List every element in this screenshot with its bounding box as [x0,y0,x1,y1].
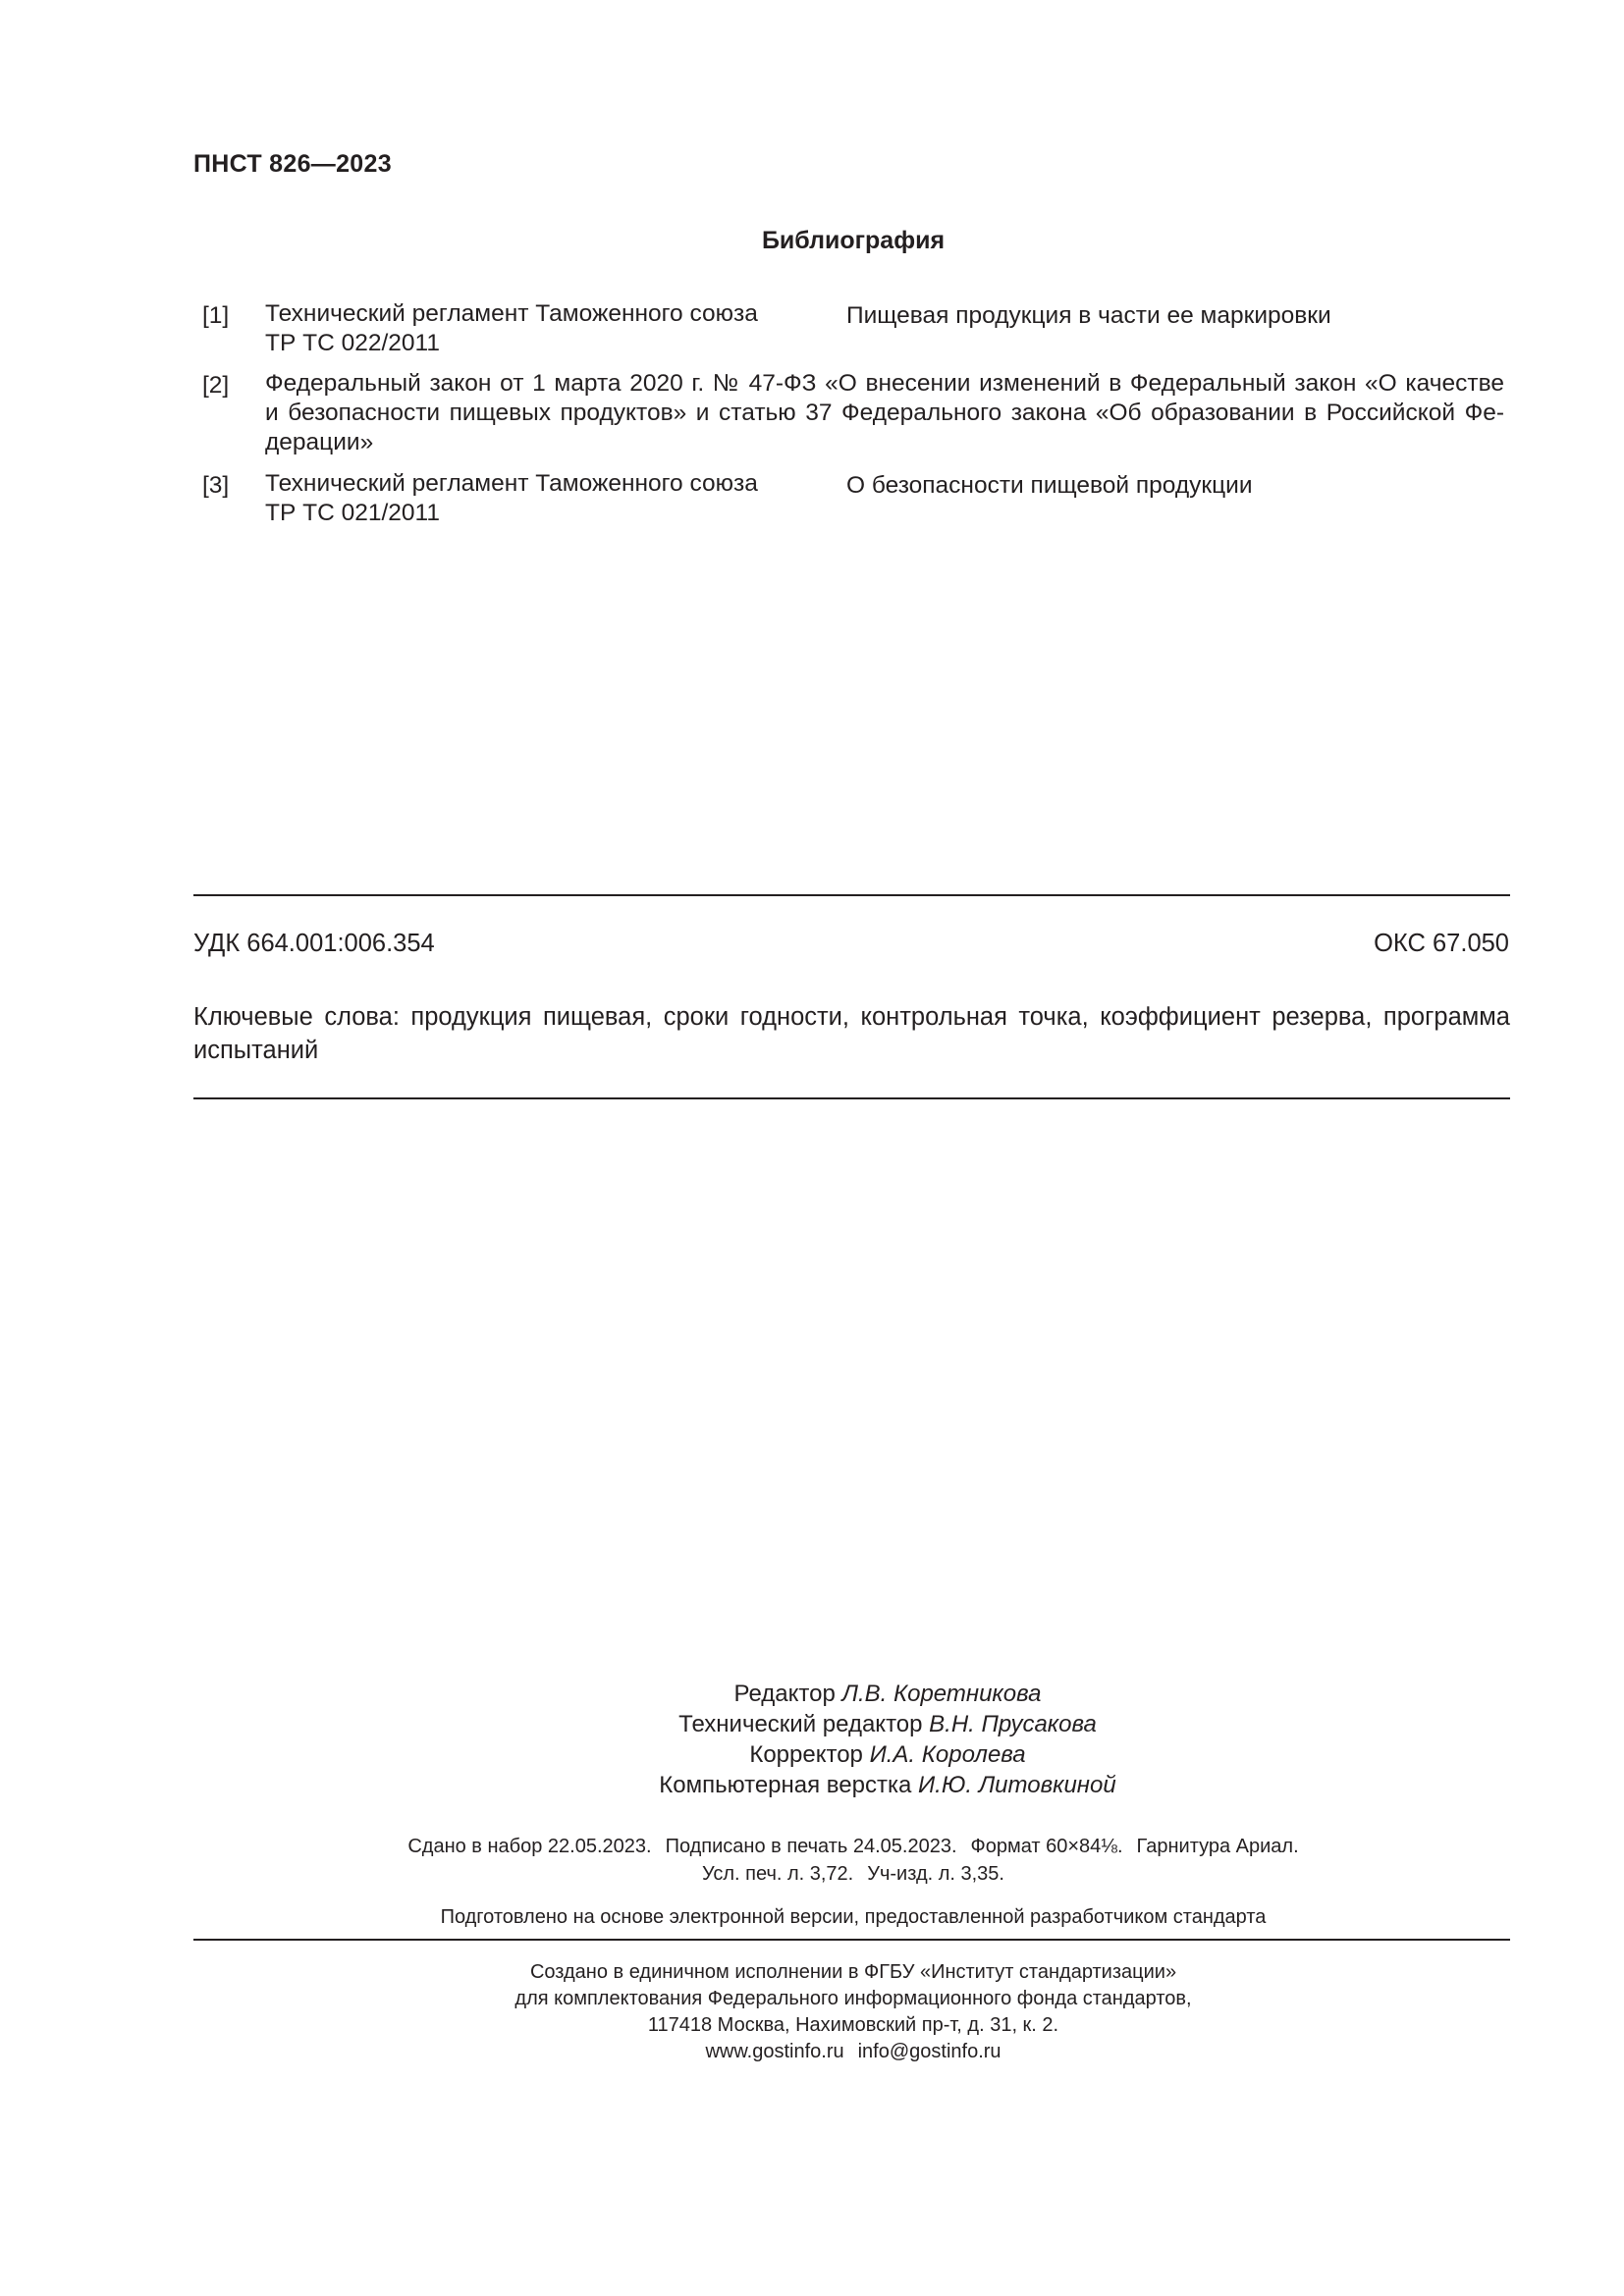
publisher-contacts [0,2039,1624,2065]
publisher-address: 117418 Москва, Нахимовский пр-т, д. 31, к. 2. [647,2014,1059,2036]
bibliography-source-line: Федеральный закон от 1 марта 2020 г. № 47-ФЗ «О внесении изменений в Федеральный закон «О качестве [265,370,1504,397]
bibliography-source-line: дерации» [265,429,374,455]
bibliography-number: [2] [202,372,230,399]
bibliography-subject: Пищевая продукция в части ее маркировки [846,302,1331,329]
publisher-info [0,1959,1624,2065]
bibliography-source-line: Технический регламент Таможенного союза [265,470,758,497]
bibliography-source [265,299,758,358]
signed-date: Подписано в печать 24.05.2023. [665,1836,957,1857]
bibliography-number: [1] [202,302,230,329]
paper-format: Формат 60×84⅛. [970,1836,1123,1857]
publisher-line: для комплектования Федерального информационного фонда стандартов, [514,1988,1192,2009]
credit-name: Л.В. Коретникова [841,1681,1042,1707]
credit-name: И.А. Королева [869,1741,1026,1768]
bibliography-source-line: ТР ТС 022/2011 [265,330,440,356]
publisher-email-link[interactable]: info@gostinfo.ru [857,2041,1001,2062]
credit-role: Корректор [749,1741,863,1768]
bibliography-source [265,369,1504,457]
bibliography-source-line: и безопасности пищевых продуктов» и статью 37 Федерального закона «Об образовании в Российской Фе- [265,400,1504,426]
oks-code: ОКС 67.050 [1374,930,1509,957]
credit-name: И.Ю. Литовкиной [918,1772,1116,1798]
keywords: Ключевые слова: продукция пищевая, сроки годности, контрольная точка, коэффициент резерва, программа испытаний [193,1003,1510,1064]
document-code: ПНСТ 826—2023 [193,150,392,178]
credit-role: Редактор [733,1681,836,1707]
print-sheets: Усл. печ. л. 3,72. [702,1863,854,1885]
credit-role: Компьютерная верстка [659,1772,912,1798]
bibliography-source [265,469,758,528]
print-info-line [0,1860,1624,1888]
prepared-note: Подготовлено на основе электронной версии, предоставленной разработчиком стандарта [440,1906,1267,1928]
publication-sheets: Уч-изд. л. 3,35. [867,1863,1004,1885]
bibliography-number: [3] [202,472,230,499]
divider-line [193,1097,1510,1099]
publisher-website-link[interactable]: www.gostinfo.ru [705,2041,844,2062]
credit-tech-editor [0,1709,1624,1739]
bibliography-title: Библиография [761,227,946,254]
credit-layout [0,1770,1624,1800]
bibliography-subject: О безопасности пищевой продукции [846,472,1253,499]
bibliography-source-line: ТР ТС 021/2011 [265,500,440,526]
udk-code: УДК 664.001:006.354 [193,930,435,957]
bibliography-source-line: Технический регламент Таможенного союза [265,300,758,327]
credits [0,1679,1624,1800]
credit-name: В.Н. Прусакова [929,1711,1097,1737]
submitted-date: Сдано в набор 22.05.2023. [407,1836,652,1857]
credit-editor [0,1679,1624,1709]
print-info [0,1833,1624,1888]
credit-role: Технический редактор [678,1711,923,1737]
divider-line [193,1939,1510,1941]
divider-line [193,894,1510,896]
publisher-line: Создано в единичном исполнении в ФГБУ «Институт стандартизации» [529,1961,1177,1983]
credit-proofreader [0,1739,1624,1770]
print-info-line [0,1833,1624,1860]
typeface: Гарнитура Ариал. [1136,1836,1299,1857]
